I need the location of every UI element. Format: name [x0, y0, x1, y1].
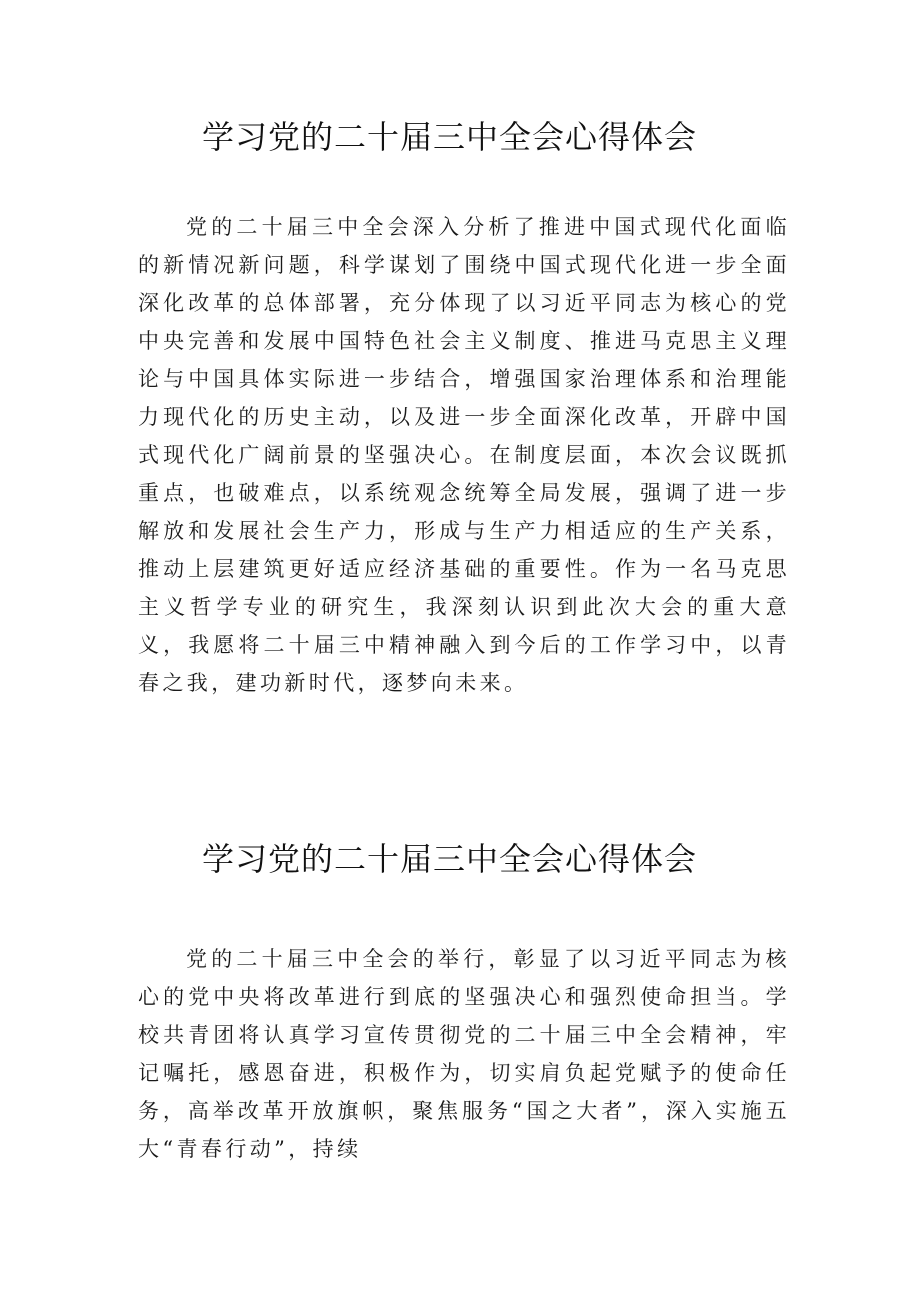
essay-body-1: 党的二十届三中全会深入分析了推进中国式现代化面临的新情况新问题，科学谋划了围绕中国式现代化进一步全面深化改革的总体部署，充分体现了以习近平同志为核心的党中央完善和发展中国特色社会主义制度、推进马克思主义理论与中国具体实际进一步结合，增强国家治理体系和治理能力现代化的历史主动，以及进一步全面深化改革，开辟中国式现代化广阔前景的坚强决心。在制度层面，本次会议既抓重点，也破难点，以系统观念统筹全局发展，强调了进一步解放和发展社会生产力，形成与生产力相适应的生产关系，推动上层建筑更好适应经济基础的重要性。作为一名马克思主义哲学专业的研究生，我深刻认识到此次大会的重大意义，我愿将二十届三中精神融入到今后的工作学习中，以青春之我，建功新时代，逐梦向未来。	[138, 215, 790, 695]
essay-section-2	[138, 834, 790, 1168]
essay-title-1: 学习党的二十届三中全会心得体会	[202, 118, 698, 156]
essay-section-1	[138, 112, 790, 702]
essay-body-2: 党的二十届三中全会的举行，彰显了以习近平同志为核心的党中央将改革进行到底的坚强决心和强烈使命担当。学校共青团将认真学习宣传贯彻党的二十届三中全会精神，牢记嘱托，感恩奋进，积极作为，切实肩负起党赋予的使命任务，高举改革开放旗帜，聚焦服务“国之大者”，深入实施五大“青春行动”，持续	[138, 947, 790, 1161]
essay-title-2: 学习党的二十届三中全会心得体会	[202, 840, 698, 878]
